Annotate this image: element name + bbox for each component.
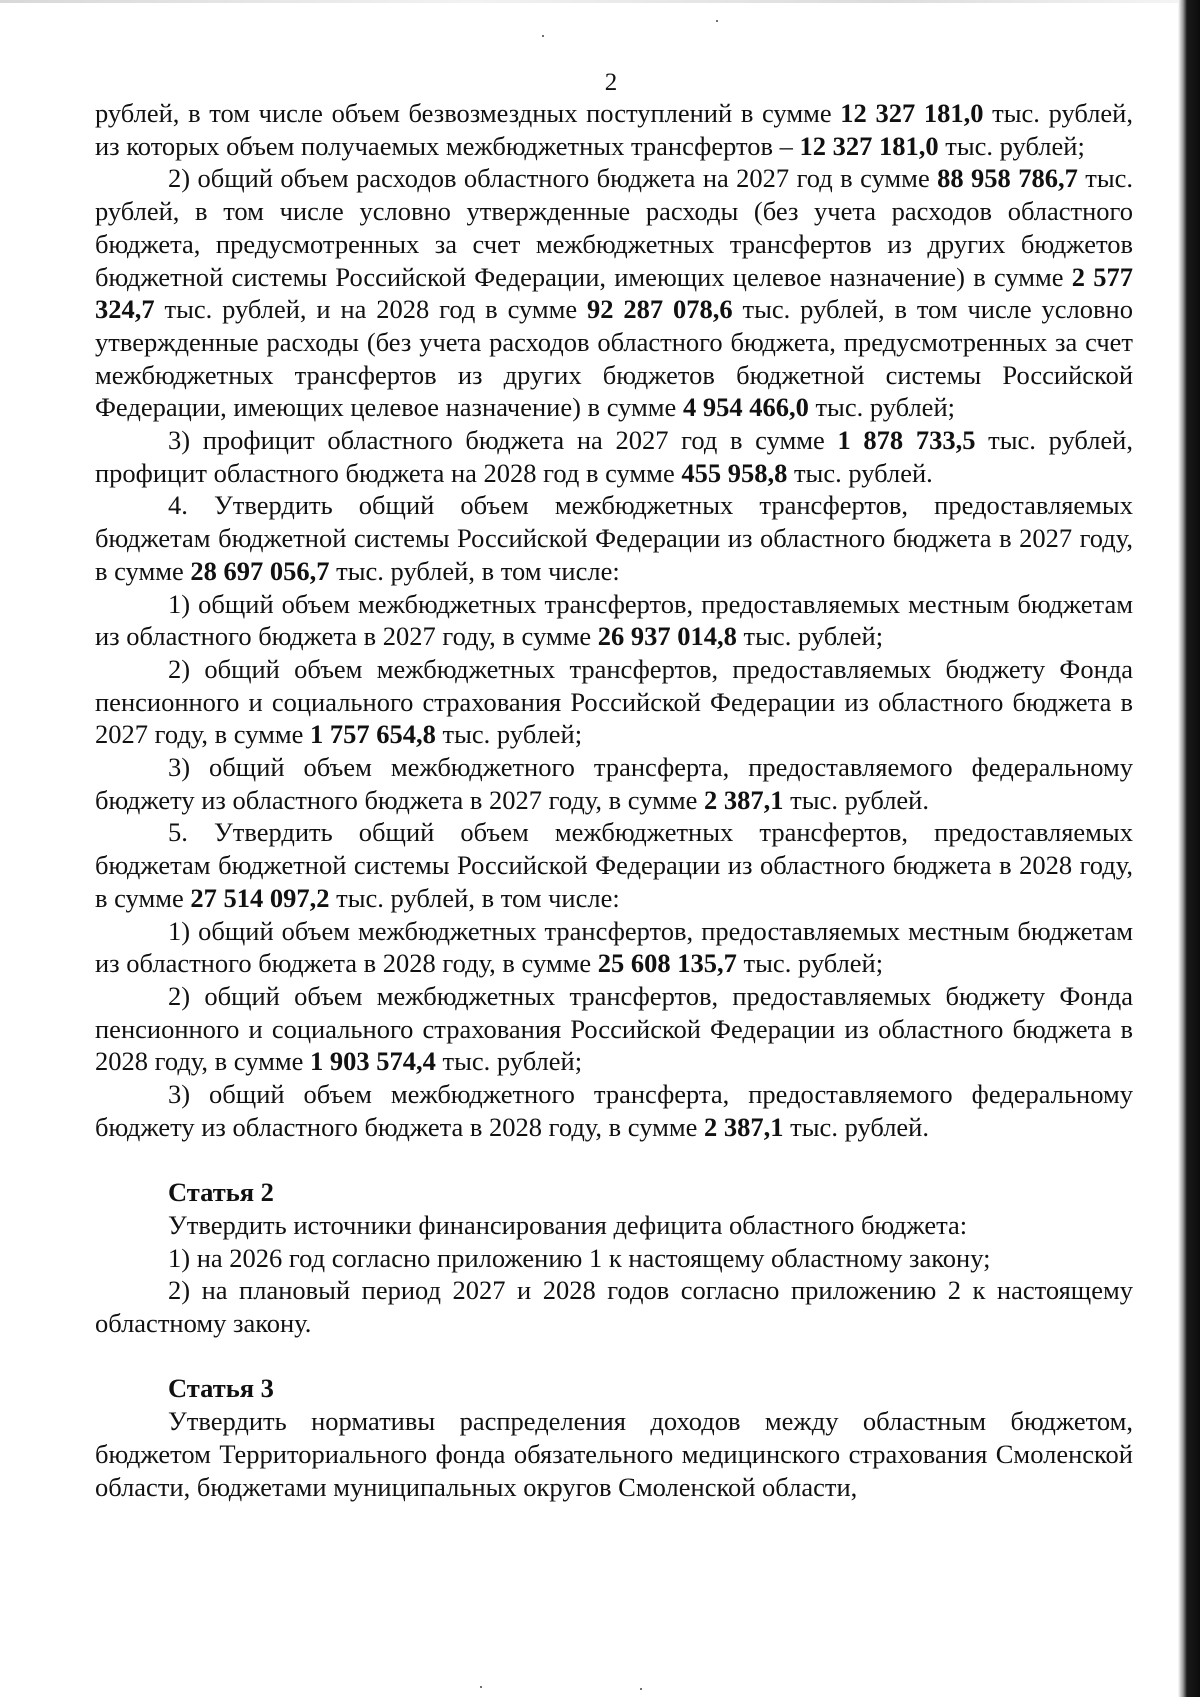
text-run: тыс. рублей;: [808, 392, 955, 423]
text-run: тыс. рублей;: [435, 1046, 583, 1077]
text-run: 1) на 2026 год согласно приложению 1 к настоящему областному закону;: [168, 1242, 991, 1273]
paragraph-p-5-3: [95, 1078, 1133, 1143]
text-run: тыс. рублей, в том числе:: [329, 555, 620, 586]
text-run: 2) общий объем расходов областного бюджета на 2027 год в сумме: [168, 163, 938, 194]
paragraph-a2-1: [95, 1242, 1133, 1275]
text-run: Статья 3: [168, 1373, 274, 1404]
text-run: тыс. рублей;: [938, 130, 1085, 161]
text-run: 3) общий объем межбюджетного трансферта, предоставляемого федеральному бюджету из областного бюджета в 2028 году, в сумме: [95, 1079, 1133, 1142]
amount-value: 455 958,8: [681, 457, 788, 488]
paragraph-p-cont: [95, 97, 1133, 162]
text-run: тыс. рублей, из которых объем получаемых межбюджетных трансфертов –: [95, 98, 1133, 161]
amount-value: 2 387,1: [704, 784, 784, 815]
text-run: 2) общий объем межбюджетных трансфертов, предоставляемых бюджету Фонда пенсионного и социального страхования Российской Федерации из областного бюджета в 2028 году, в сумме: [95, 980, 1133, 1077]
text-run: 2) общий объем межбюджетных трансфертов, предоставляемых бюджету Фонда пенсионного и социального страхования Российской Федерации из областного бюджета в 2027 году, в сумме: [95, 653, 1133, 750]
text-run: Статья 2: [168, 1177, 274, 1208]
amount-value: 1 878 733,5: [837, 425, 976, 456]
paragraph-p-4-3: [95, 751, 1133, 816]
text-run: 1) общий объем межбюджетных трансфертов, предоставляемых местным бюджетам из областного бюджета в 2028 году, в сумме: [95, 915, 1133, 979]
text-run: тыс. рублей.: [787, 457, 933, 488]
page-number: 2: [604, 69, 618, 96]
text-run: 4. Утвердить общий объем межбюджетных трансфертов, предоставляемых бюджетам бюджетной системы Российской Федерации из областного бюджета в 2027 году, в сумме: [95, 490, 1133, 586]
text-run: тыс. рублей;: [736, 948, 884, 979]
paragraph-gap: [95, 1340, 1133, 1373]
text-run: рублей, в том числе объем безвозмездных поступлений в сумме: [95, 98, 841, 128]
amount-value: 26 937 014,8: [597, 621, 737, 652]
scan-speck: [480, 1686, 482, 1688]
amount-value: 27 514 097,2: [190, 882, 330, 913]
text-run: тыс. рублей;: [736, 621, 884, 652]
amount-value: 12 327 181,0: [799, 130, 939, 161]
scan-speck: [716, 20, 718, 22]
amount-value: 88 958 786,7: [937, 163, 1078, 194]
text-run: тыс. рублей.: [783, 1111, 929, 1142]
amount-value: 2 577 324,7: [95, 261, 1134, 325]
amount-value: 28 697 056,7: [190, 555, 330, 586]
amount-value: 25 608 135,7: [597, 948, 737, 979]
paragraph-p-4-1: [95, 588, 1133, 653]
text-run: Утвердить нормативы распределения доходов между областным бюджетом, бюджетом Территориального фонда обязательного медицинского страхования Смоленской области, бюджетами муниципальных округов Смоленской области,: [95, 1406, 1133, 1502]
amount-value: 2 387,1: [704, 1111, 784, 1142]
text-run: тыс. рублей, в том числе:: [329, 882, 620, 913]
text-run: тыс. рублей, в том числе условно утвержденные расходы (без учета расходов областного бюджета, предусмотренных за счет межбюджетных трансфертов из других бюджетов бюджетной системы Российской Федерации, имеющих целевое назначение) в сумме: [95, 294, 1133, 423]
amount-value: 1 903 574,4: [310, 1046, 436, 1077]
paragraph-p-4-2: [95, 653, 1133, 751]
paragraph-p-5-2: [95, 980, 1133, 1078]
article-2-title: [168, 1176, 1133, 1209]
text-run: 5. Утвердить общий объем межбюджетных трансфертов, предоставляемых бюджетам бюджетной системы Российской Федерации из областного бюджета в 2028 году, в сумме: [95, 817, 1133, 913]
text-run: тыс. рублей;: [435, 719, 583, 750]
paragraph-a3-intro: [95, 1405, 1133, 1503]
paragraph-p-2: [95, 162, 1133, 424]
paragraph-p-5: [95, 816, 1133, 914]
text-run: 1) общий объем межбюджетных трансфертов, предоставляемых местным бюджетам из областного бюджета в 2027 году, в сумме: [95, 588, 1133, 652]
text-run: 2) на плановый период 2027 и 2028 годов согласно приложению 2 к настоящему областному закону.: [95, 1275, 1133, 1338]
amount-value: 92 287 078,6: [587, 294, 733, 325]
scan-edge-right: [1178, 0, 1200, 1697]
paragraph-p-5-1: [95, 915, 1133, 980]
amount-value: 12 327 181,0: [840, 98, 984, 128]
document-body: [95, 97, 1133, 1503]
text-run: 3) общий объем межбюджетного трансферта, предоставляемого федеральному бюджету из областного бюджета в 2027 году, в сумме: [95, 752, 1133, 815]
text-run: тыс. рублей, и на 2028 год в сумме: [154, 294, 588, 325]
text-run: Утвердить источники финансирования дефицита областного бюджета:: [168, 1209, 968, 1240]
scan-speck: [542, 35, 544, 37]
text-run: тыс. рублей.: [783, 784, 929, 815]
scan-edge-top: [0, 0, 1178, 3]
paragraph-a2-intro: [95, 1209, 1133, 1242]
article-3-title: [168, 1372, 1133, 1405]
paragraph-gap: [95, 1144, 1133, 1177]
paragraph-a2-2: [95, 1274, 1133, 1339]
scan-speck: [640, 1688, 642, 1690]
text-run: 3) профицит областного бюджета на 2027 год в сумме: [168, 425, 838, 456]
paragraph-p-3: [95, 424, 1133, 489]
text-run: тыс. рублей, профицит областного бюджета на 2028 год в сумме: [95, 425, 1133, 488]
amount-value: 4 954 466,0: [682, 392, 809, 423]
text-run: тыс. рублей, в том числе условно утвержденные расходы (без учета расходов областного бюджета, предусмотренных за счет межбюджетных трансфертов из других бюджетов бюджетной системы Российской Федерации, имеющих целевое назначение) в сумме: [95, 163, 1134, 292]
paragraph-p-4: [95, 489, 1133, 587]
amount-value: 1 757 654,8: [310, 719, 436, 750]
